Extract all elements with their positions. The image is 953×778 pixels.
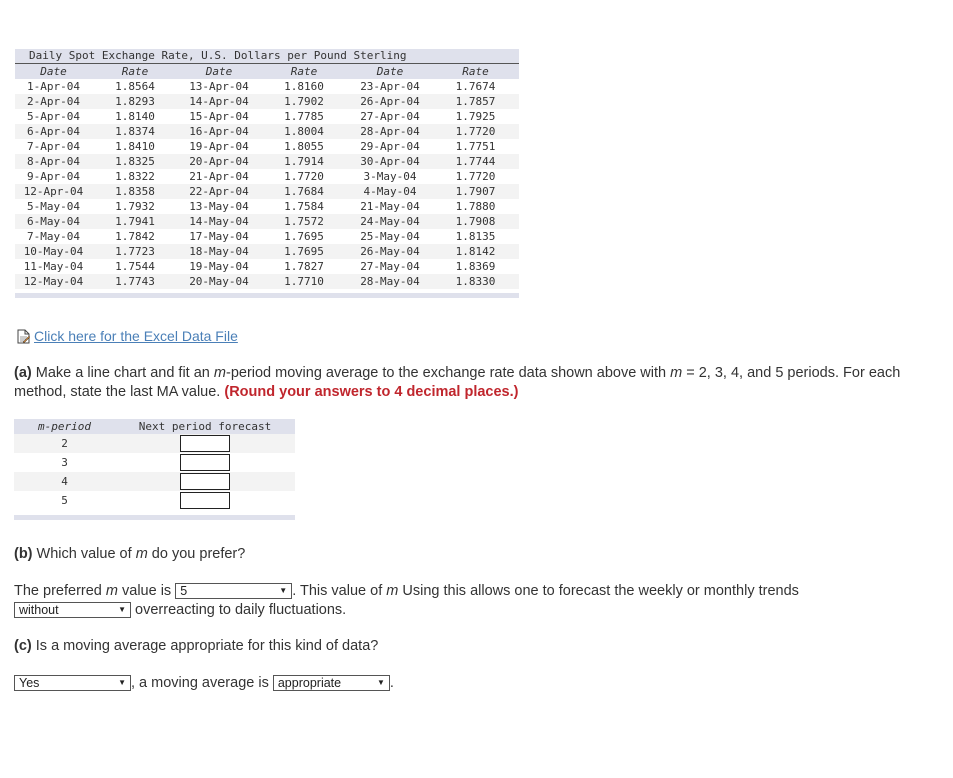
rate-cell: 1.7584 <box>260 199 348 214</box>
rate-cell: 1.8135 <box>432 229 519 244</box>
table-row <box>15 244 519 259</box>
rate-cell: 1.8564 <box>92 79 178 94</box>
forecast-header: Next period forecast <box>138 420 272 433</box>
forecast-input-m3[interactable] <box>180 454 230 471</box>
rate-cell: 1.8369 <box>432 259 519 274</box>
rate-cell: 1.8140 <box>92 109 178 124</box>
dropdown-arrow-icon: ▼ <box>279 586 288 596</box>
rate-cell: 1.7902 <box>260 94 348 109</box>
ma-table-footer-bar <box>14 515 295 520</box>
date-cell: 25-May-04 <box>348 229 432 244</box>
date-cell: 17-May-04 <box>178 229 260 244</box>
rate-cell: 1.7842 <box>92 229 178 244</box>
table-header-row <box>15 64 519 79</box>
rate-cell: 1.7857 <box>432 94 519 109</box>
part-a-text: -period moving average to the exchange rate data shown above with <box>225 365 671 381</box>
date-cell: 1-Apr-04 <box>15 79 92 94</box>
part-c-text: , a moving average is <box>131 675 269 691</box>
rate-cell: 1.8142 <box>432 244 519 259</box>
part-b-label: (b) <box>14 546 33 562</box>
date-cell: 9-Apr-04 <box>15 169 92 184</box>
table-row <box>15 184 519 199</box>
forecast-input-m5[interactable] <box>180 492 230 509</box>
m-value: 4 <box>61 475 68 488</box>
rate-cell: 1.7932 <box>92 199 178 214</box>
rate-cell: 1.7743 <box>92 274 178 289</box>
part-b-text: Using this allows one to forecast the weekly or monthly trends <box>398 583 799 599</box>
rate-cell: 1.7674 <box>432 79 519 94</box>
m-variable: m <box>670 365 683 381</box>
excel-data-link[interactable] <box>16 328 238 344</box>
part-b-answer <box>14 582 939 620</box>
date-cell: 20-Apr-04 <box>178 154 260 169</box>
exchange-rate-table <box>15 49 519 298</box>
rate-cell: 1.7720 <box>260 169 348 184</box>
date-cell: 20-May-04 <box>178 274 260 289</box>
table-row <box>15 199 519 214</box>
table-row <box>15 154 519 169</box>
date-cell: 28-May-04 <box>348 274 432 289</box>
date-cell: 7-May-04 <box>15 229 92 244</box>
date-cell: 12-Apr-04 <box>15 184 92 199</box>
yes-no-value: Yes <box>19 676 40 691</box>
table-row <box>15 109 519 124</box>
part-b-text: The preferred <box>14 583 106 599</box>
rate-cell: 1.8055 <box>260 139 348 154</box>
ma-row <box>14 453 295 472</box>
date-cell: 10-May-04 <box>15 244 92 259</box>
m-value: 3 <box>61 456 68 469</box>
date-cell: 18-May-04 <box>178 244 260 259</box>
document-icon <box>16 329 31 344</box>
rate-cell: 1.7710 <box>260 274 348 289</box>
date-cell: 11-May-04 <box>15 259 92 274</box>
date-cell: 14-May-04 <box>178 214 260 229</box>
part-b-text: value is <box>117 583 172 599</box>
rate-cell: 1.8330 <box>432 274 519 289</box>
excel-link-label: Click here for the Excel Data File <box>34 328 238 344</box>
date-cell: 7-Apr-04 <box>15 139 92 154</box>
part-a-label: (a) <box>14 365 32 381</box>
date-cell: 6-Apr-04 <box>15 124 92 139</box>
table-row <box>15 94 519 109</box>
rate-cell: 1.7880 <box>432 199 519 214</box>
date-cell: 4-May-04 <box>348 184 432 199</box>
yes-no-select[interactable] <box>14 675 131 691</box>
date-cell: 19-May-04 <box>178 259 260 274</box>
forecast-input-m2[interactable] <box>180 435 230 452</box>
m-variable: m <box>386 583 399 599</box>
table-row <box>15 274 519 289</box>
rate-cell: 1.7695 <box>260 244 348 259</box>
preferred-m-value: 5 <box>180 584 188 599</box>
date-cell: 2-Apr-04 <box>15 94 92 109</box>
date-cell: 28-Apr-04 <box>348 124 432 139</box>
rate-cell: 1.8374 <box>92 124 178 139</box>
part-c-text: . <box>389 675 394 691</box>
dropdown-arrow-icon: ▼ <box>118 605 126 615</box>
part-a-text: = 2, 3, 4, and 5 periods. For each method, state the last MA value. <box>14 365 901 400</box>
date-cell: 16-Apr-04 <box>178 124 260 139</box>
column-header: Rate <box>92 64 178 79</box>
rate-cell: 1.8358 <box>92 184 178 199</box>
date-cell: 3-May-04 <box>348 169 432 184</box>
table-row <box>15 124 519 139</box>
dropdown-arrow-icon: ▼ <box>376 678 385 688</box>
rate-cell: 1.7544 <box>92 259 178 274</box>
date-cell: 15-Apr-04 <box>178 109 260 124</box>
ma-table-header <box>14 419 295 434</box>
ma-row <box>14 434 295 453</box>
part-a-question <box>14 364 939 402</box>
without-value: without <box>19 603 59 618</box>
date-cell: 19-Apr-04 <box>178 139 260 154</box>
part-c-question <box>14 637 378 656</box>
part-c-answer <box>14 674 394 693</box>
part-b-text: Which value of <box>32 546 136 562</box>
rate-cell: 1.7751 <box>432 139 519 154</box>
m-value: 5 <box>61 494 68 507</box>
rate-cell: 1.7723 <box>92 244 178 259</box>
m-variable: m <box>135 546 148 562</box>
appropriate-value: appropriate <box>277 676 342 691</box>
dropdown-arrow-icon: ▼ <box>118 678 126 688</box>
rate-cell: 1.7941 <box>92 214 178 229</box>
part-b-text: overreacting to daily fluctuations. <box>131 602 347 618</box>
rate-cell: 1.8322 <box>92 169 178 184</box>
table-row <box>15 169 519 184</box>
forecast-input-m4[interactable] <box>180 473 230 490</box>
rate-cell: 1.8004 <box>260 124 348 139</box>
date-cell: 13-May-04 <box>178 199 260 214</box>
appropriate-select[interactable] <box>273 675 390 691</box>
rate-cell: 1.7720 <box>432 124 519 139</box>
part-b-question <box>14 545 245 564</box>
rounding-instruction: (Round your answers to 4 decimal places.) <box>224 384 519 400</box>
date-cell: 5-Apr-04 <box>15 109 92 124</box>
date-cell: 24-May-04 <box>348 214 432 229</box>
date-cell: 27-Apr-04 <box>348 109 432 124</box>
rate-cell: 1.7925 <box>432 109 519 124</box>
column-header: Rate <box>260 64 348 79</box>
date-cell: 26-Apr-04 <box>348 94 432 109</box>
part-b-text: do you prefer? <box>147 546 246 562</box>
rate-cell: 1.7914 <box>260 154 348 169</box>
rate-cell: 1.7720 <box>432 169 519 184</box>
rate-cell: 1.7785 <box>260 109 348 124</box>
table-row <box>15 259 519 274</box>
column-header: Date <box>15 64 92 79</box>
preferred-m-select[interactable] <box>175 583 292 599</box>
table-footer-bar <box>15 293 519 298</box>
date-cell: 14-Apr-04 <box>178 94 260 109</box>
date-cell: 30-Apr-04 <box>348 154 432 169</box>
date-cell: 22-Apr-04 <box>178 184 260 199</box>
rate-cell: 1.8325 <box>92 154 178 169</box>
table-row <box>15 79 519 94</box>
rate-cell: 1.7827 <box>260 259 348 274</box>
column-header: Date <box>348 64 432 79</box>
rate-cell: 1.8410 <box>92 139 178 154</box>
rate-cell: 1.7695 <box>260 229 348 244</box>
rate-cell: 1.7572 <box>260 214 348 229</box>
without-select[interactable] <box>14 602 131 618</box>
table-row <box>15 229 519 244</box>
date-cell: 13-Apr-04 <box>178 79 260 94</box>
moving-average-table <box>14 419 295 520</box>
rate-cell: 1.7744 <box>432 154 519 169</box>
rate-cell: 1.8293 <box>92 94 178 109</box>
date-cell: 23-Apr-04 <box>348 79 432 94</box>
date-cell: 8-Apr-04 <box>15 154 92 169</box>
date-cell: 5-May-04 <box>15 199 92 214</box>
date-cell: 27-May-04 <box>348 259 432 274</box>
column-header: Date <box>178 64 260 79</box>
date-cell: 21-May-04 <box>348 199 432 214</box>
date-cell: 12-May-04 <box>15 274 92 289</box>
part-b-text: . This value of <box>292 583 387 599</box>
ma-row <box>14 491 295 510</box>
rate-cell: 1.7684 <box>260 184 348 199</box>
ma-row <box>14 472 295 491</box>
table-caption: Daily Spot Exchange Rate, U.S. Dollars per Pound Sterling <box>15 49 519 64</box>
table-row <box>15 214 519 229</box>
part-c-text: Is a moving average appropriate for this kind of data? <box>31 638 379 654</box>
date-cell: 29-Apr-04 <box>348 139 432 154</box>
m-variable: m <box>213 365 226 381</box>
part-a-text: Make a line chart and fit an <box>31 365 214 381</box>
m-variable: m <box>105 583 118 599</box>
column-header: Rate <box>432 64 519 79</box>
m-period-header: m-period <box>38 420 91 433</box>
date-cell: 6-May-04 <box>15 214 92 229</box>
rate-cell: 1.8160 <box>260 79 348 94</box>
rate-cell: 1.7907 <box>432 184 519 199</box>
part-c-label: (c) <box>14 638 32 654</box>
date-cell: 21-Apr-04 <box>178 169 260 184</box>
table-row <box>15 139 519 154</box>
rate-cell: 1.7908 <box>432 214 519 229</box>
date-cell: 26-May-04 <box>348 244 432 259</box>
m-value: 2 <box>61 437 68 450</box>
